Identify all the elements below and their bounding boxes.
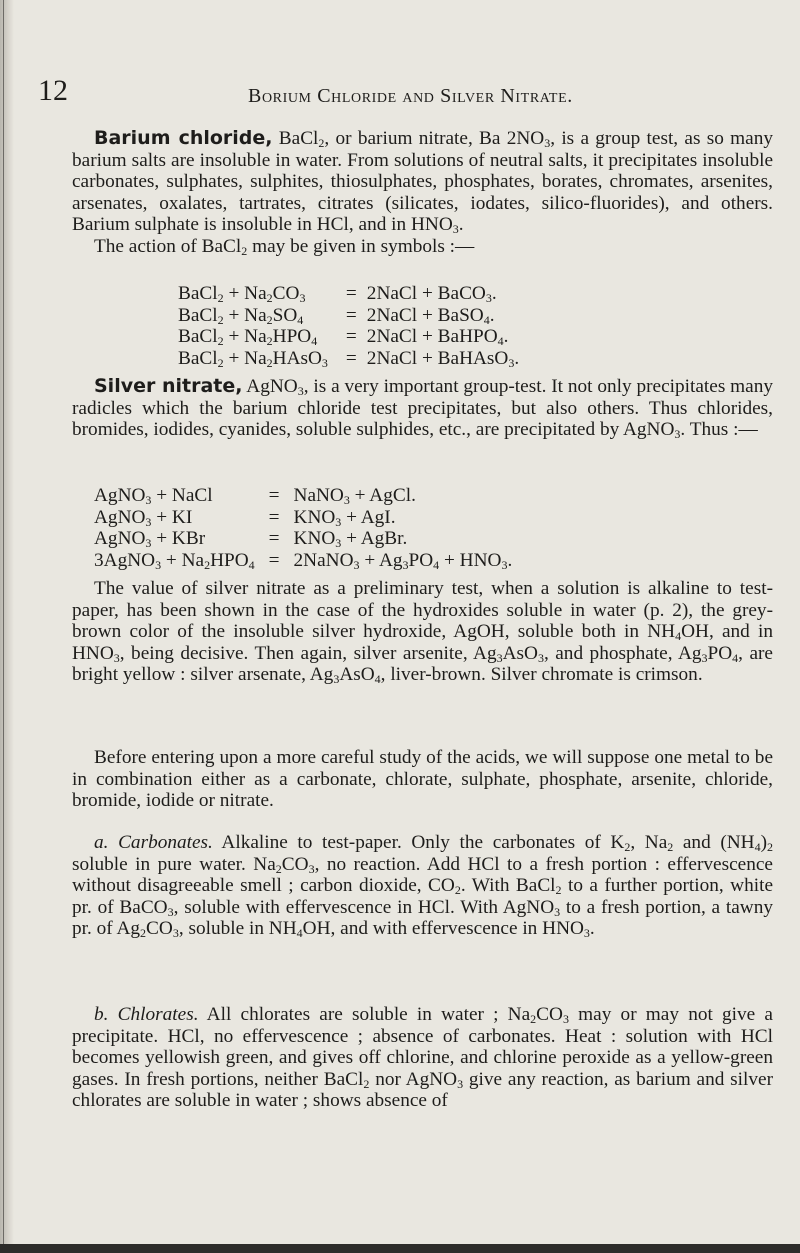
page-number: 12 [38,74,68,107]
running-head: Borium Chloride and Silver Nitrate. [248,85,573,107]
equation-row: BaCl$_2$ + $Na_2SO_4$ = 2NaCl + BaSO$_4$. [178,304,495,327]
carbonates-paragraph: a. Carbonates. Alkaline to test-paper. Only the carbonates of $K_2$, $Na_2$ and $(NH_4)_2$ soluble in pure water. $Na_2CO_3$, no reaction. Add HCl to a fresh portion : effervescence without disagreeable smell ; carbon dioxide, $CO_2$. With BaCl$_2$ to a further portion, white pr. of BaCO$_3$, soluble with effervescence in HCl. With AgNO$_3$ to a fresh portion, a tawny pr. of $Ag_2CO_3$, soluble in $NH_4OH$, and with effervescence in $HNO_3$. [72,832,774,940]
equation-row: 3AgNO$_3$ + $Na_2HPO_4$ = 2NaNO$_3$ + $Ag_3PO_4 + HNO_3$. [94,549,513,572]
equation-row: BaCl$_2$ + $Na_2CO_3$ = 2NaCl + BaCO$_3$. [178,283,497,305]
binding-edge [3,0,4,1253]
action-intro: The action of BaCl$_2$ may be given in symbols :— [94,235,475,258]
equation-row: BaCl$_2$ + $Na_2HAsO_3$ = 2NaCl + BaHAsO$_3$. [178,347,520,370]
chlorates-paragraph: b. Chlorates. All chlorates are soluble in water ; $Na_2CO_3$ may or may not give a precipitate. HCl, no effervescence ; absence of carbonates. Heat : solution with HCl becomes yellowish green, and gives off chlorine, and chlorine peroxide as a yellow-green gases. In fresh portions, neither BaCl$_2$ nor AgNO$_3$ give any reaction, as barium and silver chlorates are soluble in water ; shows absence of [72,1004,774,1111]
barium-term: Barium chloride, [94,127,273,149]
silver-equations [94,485,754,571]
silver-paragraph: Silver nitrate, AgNO$_3$, is a very important group-test. It not only precipitates many radicles which the barium chloride test precipitates, but also others. Thus chlorides, bromides, iodides, cyanides, soluble sulphides, etc., are precipitated by AgNO$_3$. Thus :— [72,375,774,441]
equation-row: BaCl$_2$ + $Na_2HPO_4$ = 2NaCl + BaHPO$_4$. [178,326,509,348]
equation-row: AgNO$_3$ + KI = $KNO_3$ + AgI. [94,506,396,529]
silver-term: Silver nitrate, [94,375,243,397]
carbonates-label: a. Carbonates. [94,832,213,853]
chlorates-label: b. Chlorates. [94,1004,199,1025]
barium-equations [178,283,738,369]
before-paragraph: Before entering upon a more careful study of the acids, we will suppose one metal to be in combination either as a carbonate, chlorate, sulphate, phosphate, arsenite, chloride, bromide, iodide or nitrate. [72,747,773,811]
equation-row: AgNO$_3$ + KBr = $KNO_3$ + AgBr. [94,528,408,550]
page-header [38,76,773,108]
barium-paragraph: Barium chloride, BaCl$_2$, or barium nitrate, Ba $2NO_3$, is a group test, as so many barium salts are insoluble in water. From solutions of neutral salts, it precipitates insoluble carbonates, sulphates, sulphites, thiosulphates, phosphates, borates, chromates, arsenites, arsenates, oxalates, tartrates, citrates (silicates, iodates, silico-fluorides), and others. Barium sulphate is insoluble in HCl, and in $HNO_3$. The action of BaCl$_2$ may be given in symbols :— [72,127,773,258]
equation-row: AgNO$_3$ + NaCl = NaNO$_3$ + AgCl. [94,485,416,507]
page-bottom-edge [0,1244,800,1253]
silver-value-paragraph: The value of silver nitrate as a preliminary test, when a solution is alkaline to test-paper, has been shown in the case of the hydroxides soluble in water (p. 2), the grey-brown color of the insoluble silver hydroxide, AgOH, soluble both in $NH_4OH$, and in $HNO_3$, being decisive. Then again, silver arsenite, $Ag_3AsO_3$, and phosphate, $Ag_3PO_4$, are bright yellow : silver arsenate, $Ag_3AsO_4$, liver-brown. Silver chromate is crimson. [72,578,773,686]
